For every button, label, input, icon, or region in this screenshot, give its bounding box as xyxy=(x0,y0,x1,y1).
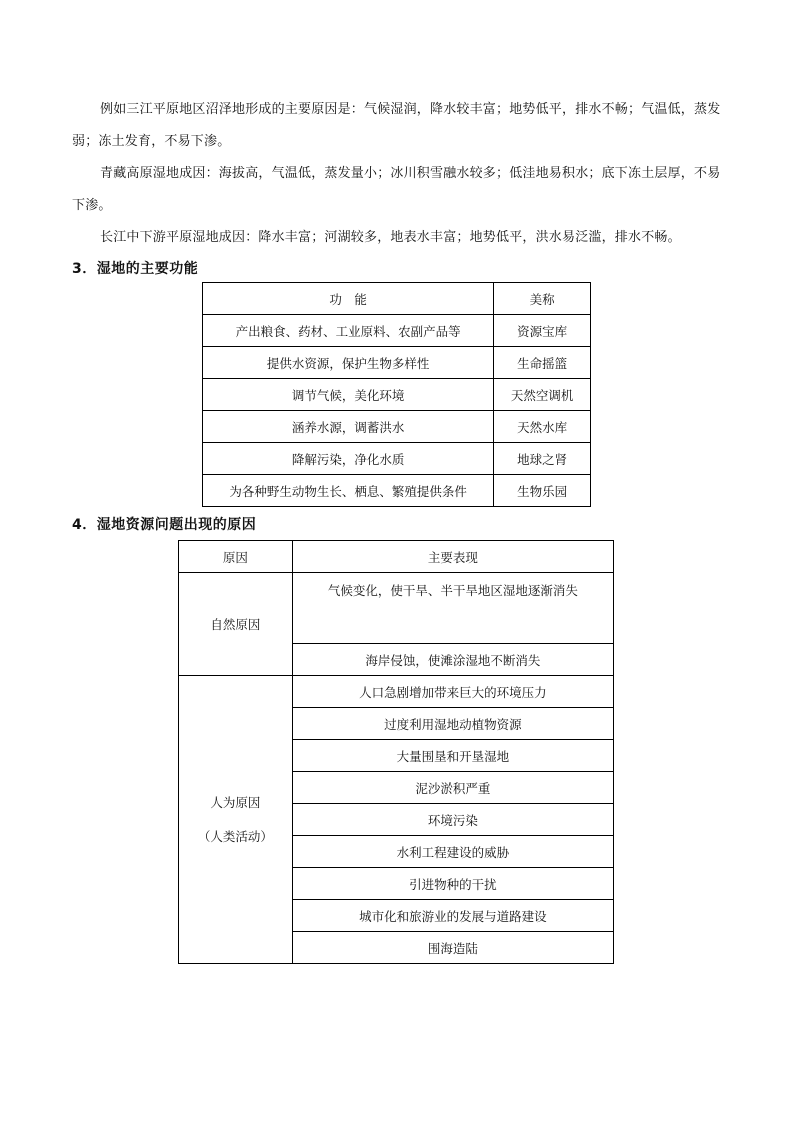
function-cell: 调节气候，美化环境 xyxy=(203,379,494,411)
table-header-row xyxy=(203,283,591,315)
manifestation-cell: 引进物种的干扰 xyxy=(292,868,613,900)
table-row xyxy=(203,315,591,347)
function-cell: 涵养水源，调蓄洪水 xyxy=(203,411,494,443)
header-nickname: 美称 xyxy=(494,283,591,315)
table-row xyxy=(179,573,614,644)
table-row xyxy=(203,475,591,507)
header-cause: 原因 xyxy=(179,541,293,573)
nickname-cell: 天然水库 xyxy=(494,411,591,443)
manifestation-cell: 城市化和旅游业的发展与道路建设 xyxy=(292,900,613,932)
function-cell: 降解污染，净化水质 xyxy=(203,443,494,475)
table-row xyxy=(203,411,591,443)
paragraph-changjiang: 长江中下游平原湿地成因：降水丰富；河湖较多，地表水丰富；地势低平，洪水易泛滥，排水不畅。 xyxy=(100,230,681,245)
manifestation-cell: 大量围垦和开垦湿地 xyxy=(292,740,613,772)
nickname-cell: 资源宝库 xyxy=(494,315,591,347)
nickname-cell: 天然空调机 xyxy=(494,379,591,411)
paragraph-sanjiang: 例如三江平原地区沼泽地形成的主要原因是：气候湿润，降水较丰富；地势低平，排水不畅；气温低，蒸发弱；冻土发育，不易下渗。 xyxy=(72,102,721,149)
manifestation-cell: 泥沙淤积严重 xyxy=(292,772,613,804)
manifestation-cell: 水利工程建设的威胁 xyxy=(292,836,613,868)
header-function: 功 能 xyxy=(203,283,494,315)
function-cell: 提供水资源，保护生物多样性 xyxy=(203,347,494,379)
wetland-problems-table xyxy=(178,540,614,964)
natural-cause-label: 自然原因 xyxy=(179,573,293,676)
manifestation-cell: 人口急剧增加带来巨大的环境压力 xyxy=(292,676,613,708)
wetland-functions-table xyxy=(202,282,591,507)
table-row xyxy=(203,347,591,379)
paragraph-qingzang: 青藏高原湿地成因：海拔高，气温低，蒸发量小；冰川积雪融水较多；低洼地易积水；底下冻土层厚，不易下渗。 xyxy=(72,166,721,213)
manifestation-cell: 过度利用湿地动植物资源 xyxy=(292,708,613,740)
table-row xyxy=(179,676,614,708)
manifestation-cell: 围海造陆 xyxy=(292,932,613,964)
table-row xyxy=(203,443,591,475)
manifestation-cell: 环境污染 xyxy=(292,804,613,836)
human-cause-label-line2: （人类活动） xyxy=(197,828,273,844)
section-3-heading: 3．湿地的主要功能 xyxy=(72,261,199,277)
manifestation-cell: 气候变化，使干旱、半干旱地区湿地逐渐消失 xyxy=(292,573,613,644)
function-cell: 为各种野生动物生长、栖息、繁殖提供条件 xyxy=(203,475,494,507)
nickname-cell: 生物乐园 xyxy=(494,475,591,507)
table-row xyxy=(203,379,591,411)
function-cell: 产出粮食、药材、工业原料、农副产品等 xyxy=(203,315,494,347)
nickname-cell: 生命摇篮 xyxy=(494,347,591,379)
human-cause-label xyxy=(179,676,293,964)
manifestation-cell: 海岸侵蚀，使滩涂湿地不断消失 xyxy=(292,644,613,676)
human-cause-label-line1: 人为原因 xyxy=(210,794,261,810)
nickname-cell: 地球之肾 xyxy=(494,443,591,475)
header-manifestation: 主要表现 xyxy=(292,541,613,573)
section-4-heading: 4．湿地资源问题出现的原因 xyxy=(72,517,257,533)
table-header-row xyxy=(179,541,614,573)
